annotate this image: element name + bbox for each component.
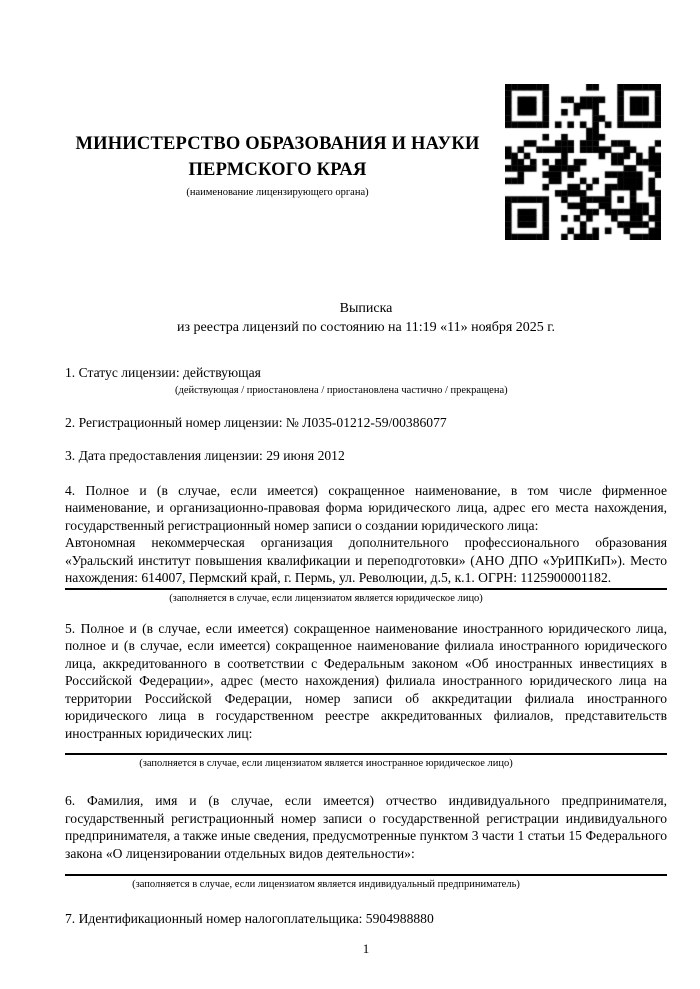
legal-entity-label: 4. Полное и (в случае, если имеется) сокращенное наименование, в том числе фирменное наименование, и организационно-правовая форма юридического лица, адрес его места нахождения, государственный регистрационный номер записи о создании юридического лица: [65, 482, 667, 533]
legal-entity-note: (заполняется в случае, если лицензиатом является юридическое лицо) [169, 592, 483, 604]
taxpayer-number-text: 7. Идентификационный номер налогоплательщика: 5904988880 [65, 911, 434, 926]
foreign-entity-note: (заполняется в случае, если лицензиатом является иностранное юридическое лицо) [139, 758, 513, 769]
license-status-text: 1. Статус лицензии: действующая [65, 365, 261, 380]
foreign-entity-label: 5. Полное и (в случае, если имеется) сокращенное наименование иностранного юридического лица, полное и (в случае, если имеется) сокращенное наименование филиала иностранного юридического лица, аккредитованного в соответствии с Федеральным законом «Об иностранных инвестициях в Российской Федерации», адрес (место нахождения) филиала иностранного юридического лица на территории Российской Федерации, номер записи об аккредитации филиала иностранного юридического лица в государственном реестре аккредитованных филиалов, представительств иностранных юридических лиц: [65, 620, 667, 741]
registration-number-text: 2. Регистрационный номер лицензии: № Л035-01212-59/00386077 [65, 414, 447, 430]
document-title-line1: Выписка [339, 301, 393, 316]
document-title [65, 299, 667, 337]
individual-entrepreneur-label: 6. Фамилия, имя и (в случае, если имеется) отчество индивидуального предпринимателя, государственный регистрационный номер записи о государственной регистрации индивидуального предпринимателя, а также иные сведения, предусмотренные пунктом 3 части 1 статьи 15 Федерального закона «О лицензировании отдельных видов деятельности»: [65, 793, 667, 861]
legal-entity-value: Автономная некоммерческая организация дополнительного профессионального образования «Уральский институт повышения квалификации и переподготовки» (АНО ДПО «УрИПКиП»). Место нахождения: 614007, Пермский край, г. Пермь, ул. Революции, д.5, к.1. ОГРН: 1125900001182. [65, 535, 667, 585]
individual-entrepreneur-fill-rule [65, 874, 667, 876]
item-foreign-entity [65, 620, 667, 771]
license-status-note: (действующая / приостановлена / приостановлена частично / прекращена) [175, 384, 508, 396]
ministry-name-line2: ПЕРМСКОГО КРАЯ [188, 160, 367, 180]
document-title-line2: из реестра лицензий по состоянию на 11:19 «11» ноября 2025 г. [177, 320, 555, 335]
foreign-entity-fill-rule [65, 753, 667, 755]
authority-caption: (наименование лицензирующего органа) [186, 187, 369, 198]
ministry-name-line1: МИНИСТЕРСТВО ОБРАЗОВАНИЯ И НАУКИ [75, 134, 480, 154]
item-taxpayer-number [65, 910, 667, 928]
legal-entity-fill-rule [65, 588, 667, 590]
item-legal-entity [65, 482, 667, 605]
item-license-date [65, 447, 667, 465]
item-individual-entrepreneur [65, 792, 667, 891]
individual-entrepreneur-note: (заполняется в случае, если лицензиатом является индивидуальный предприниматель) [132, 879, 520, 890]
item-license-status [65, 364, 667, 397]
page-number: 1 [362, 940, 370, 956]
item-registration-number [65, 414, 667, 432]
licensing-authority-header [65, 0, 490, 199]
license-date-text: 3. Дата предоставления лицензии: 29 июня 2012 [65, 448, 345, 463]
